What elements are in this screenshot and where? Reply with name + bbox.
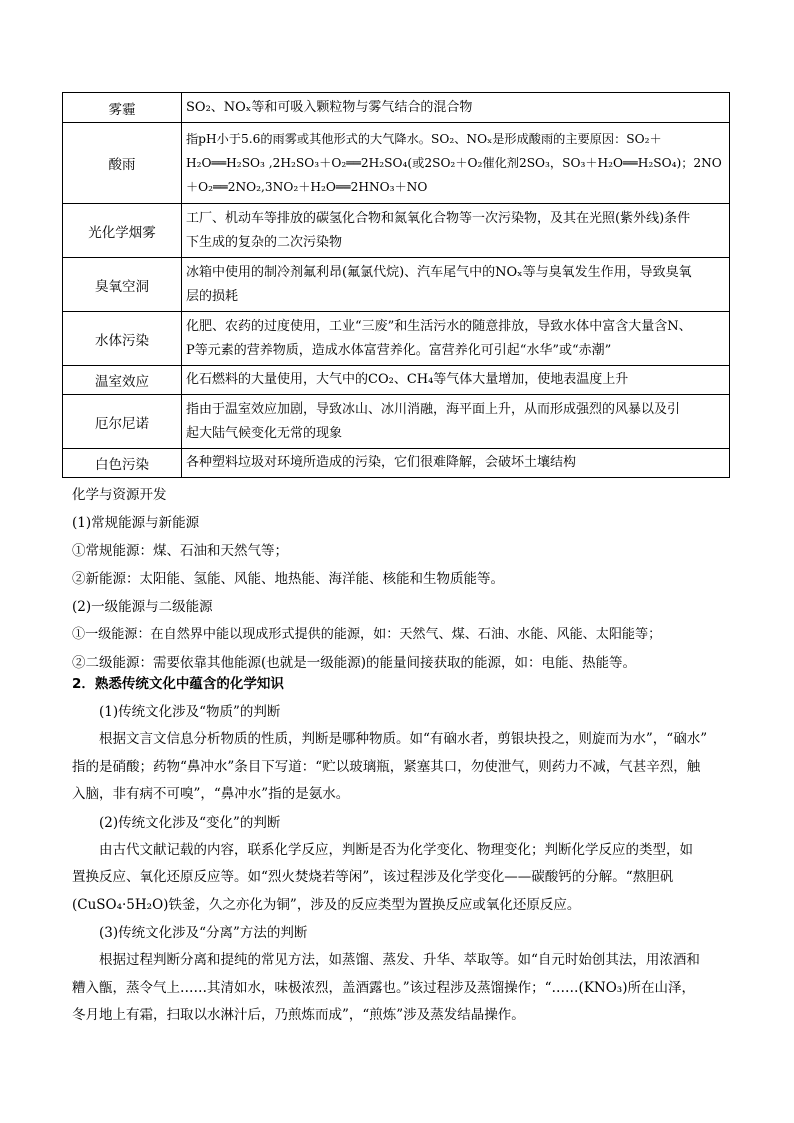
list-item: ①一级能源：在自然界中能以现成形式提供的能源，如：天然气、煤、石油、水能、风能、太阳能等；	[72, 627, 662, 642]
description-cell: 化肥、农药的过度使用，工业“三废”和生活污水的随意排放，导致水体中富含大量含N、 P等元素的营养物质，造成水体富营养化。富营养化可引起“水华”或“赤潮”	[182, 312, 730, 366]
paragraph: 根据文言文信息分析物质的性质，判断是哪种物质。如“有硇水者，剪银块投之，则旋而为水”，“硇水” 指的是硝酸；药物“鼻冲水”条目下写道：“贮以玻璃瓶，紧塞其口，勿使泄气，则药力不减，气甚辛烈，触 入脑，非有病不可嗅”，“鼻冲水”指的是氨水。	[72, 731, 708, 802]
table-row	[63, 449, 730, 478]
term-cell: 水体污染	[63, 312, 182, 366]
paragraph: 由古代文献记载的内容，联系化学反应，判断是否为化学变化、物理变化；判断化学反应的类型，如 置换反应、氧化还原反应等。如“烈火焚烧若等闲”，该过程涉及化学变化——碳酸钙的分解。“熬胆矾 (CuSO₄·5H₂O)铁釜，久之亦化为铜”，涉及的反应类型为置换反应或氧化还原反应。	[72, 841, 693, 913]
description-cell: 冰箱中使用的制冷剂氟利昂(氟氯代烷)、汽车尾气中的NOₓ等与臭氧发生作用，导致臭氧 层的损耗	[182, 258, 730, 312]
table-row	[63, 395, 730, 449]
description-cell: 指pH小于5.6的雨雾或其他形式的大气降水。SO₂、NOₓ是形成酸雨的主要原因：SO₂＋ H₂O══H₂SO₃ ,2H₂SO₃＋O₂══2H₂SO₄(或2SO₂＋O₂催化剂2SO₃，SO₃＋H₂O══H₂SO₄)；2NO ＋O₂══2NO₂,3NO₂＋H₂O══2HNO₃＋NO	[182, 123, 730, 204]
description-cell: 指由于温室效应加剧，导致冰山、冰川消融，海平面上升，从而形成强烈的风暴以及引 起大陆气候变化无常的现象	[182, 395, 730, 449]
subheading: (1)常规能源与新能源	[72, 515, 200, 531]
term-cell: 温室效应	[63, 366, 182, 395]
term-cell: 白色污染	[63, 449, 182, 478]
subheading: (2)一级能源与二级能源	[72, 599, 213, 615]
pollution-table	[62, 92, 730, 478]
list-item: ①常规能源：煤、石油和天然气等；	[72, 543, 288, 559]
description-cell: 工厂、机动车等排放的碳氢化合物和氮氧化合物等一次污染物，及其在光照(紫外线)条件 下生成的复杂的二次污染物	[182, 204, 730, 258]
paragraph: 根据过程判断分离和提纯的常见方法，如蒸馏、蒸发、升华、萃取等。如“自元时始创其法，用浓酒和 糟入甑，蒸令气上……其清如水，味极浓烈，盖酒露也。”该过程涉及蒸馏操作；“……(KNO₃)所在山泽， 冬月地上有霜，扫取以水淋汁后，乃煎炼而成”，“煎炼”涉及蒸发结晶操作。	[72, 952, 700, 1023]
list-item: ②新能源：太阳能、氢能、风能、地热能、海洋能、核能和生物质能等。	[72, 571, 504, 587]
list-item: ②二级能源：需要依靠其他能源(也就是一级能源)的能量间接获取的能源，如：电能、热能等。	[72, 655, 637, 671]
subheading: (3)传统文化涉及“分离”方法的判断	[99, 925, 308, 941]
subheading: (1)传统文化涉及“物质”的判断	[99, 704, 281, 720]
table-row	[63, 366, 730, 395]
term-cell: 光化学烟雾	[63, 204, 182, 258]
section-heading: 2．熟悉传统文化中蕴含的化学知识	[72, 676, 284, 692]
table-row	[63, 204, 730, 258]
culture-section	[72, 670, 732, 1030]
description-cell: 各种塑料垃圾对环境所造成的污染，它们很难降解，会破坏土壤结构	[182, 449, 730, 478]
section-heading: 化学与资源开发	[72, 487, 167, 503]
description-cell: 化石燃料的大量使用，大气中的CO₂、CH₄等气体大量增加，使地表温度上升	[182, 366, 730, 395]
term-cell: 雾霾	[63, 93, 182, 123]
term-cell: 厄尔尼诺	[63, 395, 182, 449]
description-cell: SO₂、NOₓ等和可吸入颗粒物与雾气结合的混合物	[182, 93, 730, 123]
table-row	[63, 93, 730, 123]
table-row	[63, 312, 730, 366]
resource-section	[72, 481, 732, 677]
term-cell: 臭氧空洞	[63, 258, 182, 312]
term-cell: 酸雨	[63, 123, 182, 204]
subheading: (2)传统文化涉及“变化”的判断	[99, 814, 281, 831]
table-row	[63, 258, 730, 312]
table-row	[63, 123, 730, 204]
